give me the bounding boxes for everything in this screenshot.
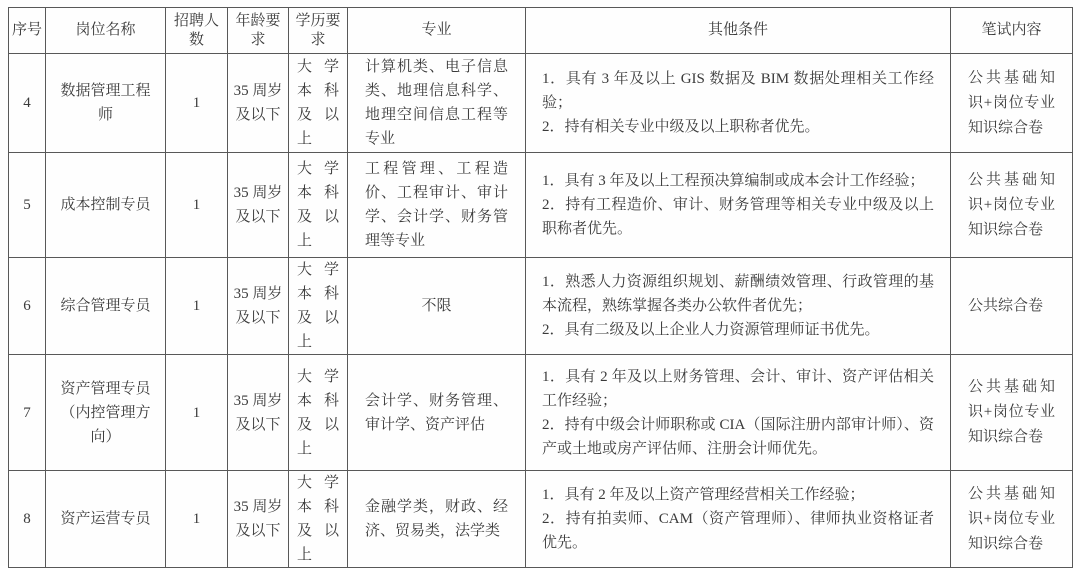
table-row [9, 355, 1073, 471]
condition-item: 2．持有拍卖师、CAM（资产管理师）、律师执业资格证者优先。 [542, 511, 934, 551]
table-row [9, 258, 1073, 355]
table-row [9, 153, 1073, 258]
header-serial-number: 序号 [9, 8, 46, 54]
table-row [9, 471, 1073, 568]
cell-position-name: 数据管理工程师 [46, 54, 166, 153]
cell-other-conditions [526, 54, 951, 153]
condition-item: 1．具有 2 年及以上财务管理、会计、审计、资产评估相关工作经验； [542, 368, 934, 409]
cell-serial-number: 5 [9, 153, 46, 258]
cell-other-conditions [526, 471, 951, 568]
cell-position-name: 成本控制专员 [46, 153, 166, 258]
cell-age-requirement: 35 周岁及以下 [228, 471, 289, 568]
cell-headcount: 1 [166, 355, 228, 471]
cell-major: 工程管理、工程造价、工程审计、审计学、会计学、财务管理等专业 [348, 153, 526, 258]
header-other-conditions: 其他条件 [526, 8, 951, 54]
cell-written-exam: 公共基础知识+岗位专业知识综合卷 [951, 355, 1073, 471]
cell-age-requirement: 35 周岁及以下 [228, 54, 289, 153]
cell-written-exam: 公共基础知识+岗位专业知识综合卷 [951, 54, 1073, 153]
cell-major: 不限 [348, 258, 526, 355]
cell-written-exam: 公共综合卷 [951, 258, 1073, 355]
cell-education-requirement: 大学本科及以上 [289, 471, 348, 568]
cell-age-requirement: 35 周岁及以下 [228, 153, 289, 258]
table-row [9, 54, 1073, 153]
cell-major: 会计学、财务管理、审计学、资产评估 [348, 355, 526, 471]
cell-major: 金融学类，财政、经济、贸易类，法学类 [348, 471, 526, 568]
condition-item: 1．熟悉人力资源组织规划、薪酬绩效管理、行政管理的基本流程，熟练掌握各类办公软件者优先； [542, 274, 934, 314]
cell-position-name: 资产运营专员 [46, 471, 166, 568]
cell-serial-number: 6 [9, 258, 46, 355]
condition-item: 1．具有 3 年及以上工程预决算编制或成本会计工作经验； [542, 173, 925, 189]
cell-headcount: 1 [166, 258, 228, 355]
cell-other-conditions [526, 153, 951, 258]
condition-item: 1．具有 3 年及以上 GIS 数据及 BIM 数据处理相关工作经验； [542, 71, 934, 111]
cell-age-requirement: 35 周岁及以下 [228, 355, 289, 471]
header-education-requirement: 学历要求 [289, 8, 348, 54]
recruitment-positions-table [8, 7, 1073, 568]
header-major: 专业 [348, 8, 526, 54]
cell-other-conditions [526, 355, 951, 471]
header-headcount: 招聘人数 [166, 8, 228, 54]
cell-serial-number: 7 [9, 355, 46, 471]
cell-education-requirement: 大学本科及以上 [289, 153, 348, 258]
cell-serial-number: 8 [9, 471, 46, 568]
cell-position-name: 资产管理专员（内控管理方向） [46, 355, 166, 471]
condition-item: 1．具有 2 年及以上资产管理经营相关工作经验； [542, 487, 865, 503]
cell-serial-number: 4 [9, 54, 46, 153]
cell-written-exam: 公共基础知识+岗位专业知识综合卷 [951, 471, 1073, 568]
header-age-requirement: 年龄要求 [228, 8, 289, 54]
cell-education-requirement: 大学本科及以上 [289, 54, 348, 153]
cell-other-conditions [526, 258, 951, 355]
cell-position-name: 综合管理专员 [46, 258, 166, 355]
condition-item: 2．持有中级会计师职称或 CIA（国际注册内部审计师）、资产或土地或房产评估师、注册会计师优先。 [542, 416, 934, 457]
cell-headcount: 1 [166, 54, 228, 153]
cell-age-requirement: 35 周岁及以下 [228, 258, 289, 355]
cell-education-requirement: 大学本科及以上 [289, 258, 348, 355]
table-header-row [9, 8, 1073, 54]
condition-item: 2．持有相关专业中级及以上职称者优先。 [542, 119, 820, 135]
condition-item: 2．持有工程造价、审计、财务管理等相关专业中级及以上职称者优先。 [542, 197, 934, 237]
header-written-exam: 笔试内容 [951, 8, 1073, 54]
cell-written-exam: 公共基础知识+岗位专业知识综合卷 [951, 153, 1073, 258]
cell-major: 计算机类、电子信息类、地理信息科学、地理空间信息工程等专业 [348, 54, 526, 153]
cell-education-requirement: 大学本科及以上 [289, 355, 348, 471]
header-position-name: 岗位名称 [46, 8, 166, 54]
cell-headcount: 1 [166, 153, 228, 258]
cell-headcount: 1 [166, 471, 228, 568]
condition-item: 2．具有二级及以上企业人力资源管理师证书优先。 [542, 322, 880, 338]
